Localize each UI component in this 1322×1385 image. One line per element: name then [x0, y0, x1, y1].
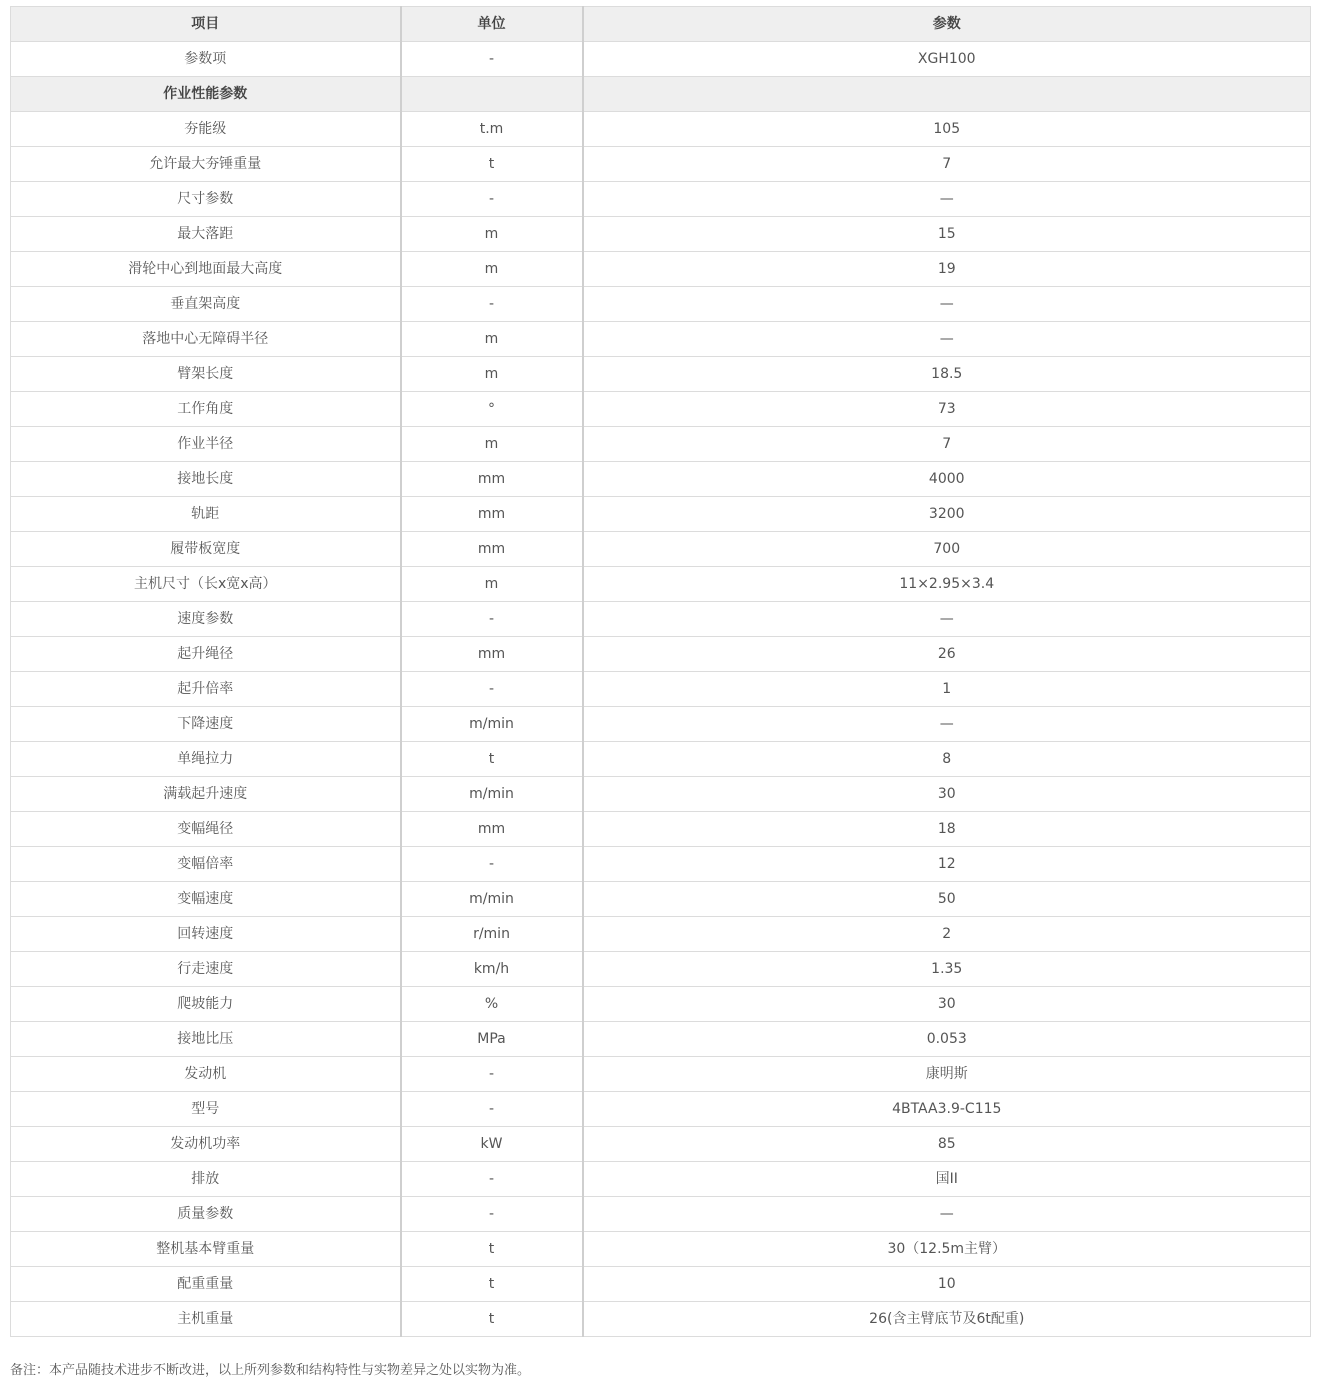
row-item-cell: 爬坡能力: [11, 987, 401, 1022]
table-row: [11, 182, 1311, 217]
table-row: [11, 532, 1311, 567]
row-item-cell: 接地比压: [11, 1022, 401, 1057]
row-unit-cell: mm: [401, 462, 583, 497]
row-item-cell: 臂架长度: [11, 357, 401, 392]
row-unit-cell: kW: [401, 1127, 583, 1162]
row-unit-cell: -: [401, 672, 583, 707]
row-unit-cell: -: [401, 182, 583, 217]
row-item-cell: 接地长度: [11, 462, 401, 497]
table-row: [11, 1197, 1311, 1232]
row-unit-cell: km/h: [401, 952, 583, 987]
spec-table: [10, 6, 1311, 1337]
row-unit-cell: -: [401, 1092, 583, 1127]
row-value-cell: 3200: [583, 497, 1311, 532]
row-value-cell: 105: [583, 112, 1311, 147]
table-row: [11, 1092, 1311, 1127]
row-item-cell: 夯能级: [11, 112, 401, 147]
row-item-cell: 速度参数: [11, 602, 401, 637]
row-value-cell: —: [583, 182, 1311, 217]
row-unit-cell: -: [401, 1197, 583, 1232]
row-value-cell: 73: [583, 392, 1311, 427]
row-value-cell: —: [583, 707, 1311, 742]
row-item-cell: 作业半径: [11, 427, 401, 462]
row-value-cell: 10: [583, 1267, 1311, 1302]
row-value-cell: —: [583, 287, 1311, 322]
row-unit-cell: -: [401, 287, 583, 322]
row-item-cell: 变幅速度: [11, 882, 401, 917]
row-value-cell: 8: [583, 742, 1311, 777]
row-value-cell: 50: [583, 882, 1311, 917]
row-value-cell: 4000: [583, 462, 1311, 497]
row-item-cell: 行走速度: [11, 952, 401, 987]
row-unit-cell: mm: [401, 812, 583, 847]
row-unit-cell: m: [401, 217, 583, 252]
row-item-cell: 垂直架高度: [11, 287, 401, 322]
row-item-cell: 主机尺寸（长x宽x高）: [11, 567, 401, 602]
row-value-cell: 30: [583, 777, 1311, 812]
row-item-cell: 滑轮中心到地面最大高度: [11, 252, 401, 287]
row-item-cell: 变幅倍率: [11, 847, 401, 882]
row-item-cell: 发动机: [11, 1057, 401, 1092]
row-value-cell: 7: [583, 427, 1311, 462]
row-value-cell: —: [583, 602, 1311, 637]
row-unit-cell: mm: [401, 637, 583, 672]
row-value-cell: 国II: [583, 1162, 1311, 1197]
row-value-cell: 18: [583, 812, 1311, 847]
row-unit-cell: m: [401, 322, 583, 357]
table-row: [11, 287, 1311, 322]
row-item-cell: 轨距: [11, 497, 401, 532]
table-row: [11, 1162, 1311, 1197]
row-value-cell: [583, 77, 1311, 112]
row-unit-cell: m/min: [401, 882, 583, 917]
row-item-cell: 参数项: [11, 42, 401, 77]
row-item-cell: 主机重量: [11, 1302, 401, 1337]
row-item-cell: 履带板宽度: [11, 532, 401, 567]
table-row: [11, 427, 1311, 462]
row-item-cell: 工作角度: [11, 392, 401, 427]
row-value-cell: 康明斯: [583, 1057, 1311, 1092]
row-value-cell: 26: [583, 637, 1311, 672]
row-value-cell: 7: [583, 147, 1311, 182]
row-item-cell: 最大落距: [11, 217, 401, 252]
row-item-cell: 配重重量: [11, 1267, 401, 1302]
table-row: [11, 637, 1311, 672]
row-item-cell: 作业性能参数: [11, 77, 401, 112]
row-unit-cell: m: [401, 252, 583, 287]
row-item-cell: 整机基本臂重量: [11, 1232, 401, 1267]
table-row: [11, 1302, 1311, 1337]
row-unit-cell: t: [401, 742, 583, 777]
row-unit-cell: m/min: [401, 707, 583, 742]
row-unit-cell: m/min: [401, 777, 583, 812]
row-unit-cell: t.m: [401, 112, 583, 147]
table-row: [11, 707, 1311, 742]
row-value-cell: 1: [583, 672, 1311, 707]
table-row: [11, 462, 1311, 497]
header-value: 参数: [583, 7, 1311, 42]
header-unit: 单位: [401, 7, 583, 42]
row-value-cell: 700: [583, 532, 1311, 567]
row-unit-cell: -: [401, 602, 583, 637]
row-unit-cell: [401, 77, 583, 112]
row-value-cell: 4BTAA3.9-C115: [583, 1092, 1311, 1127]
table-row: [11, 882, 1311, 917]
table-row: [11, 497, 1311, 532]
table-row: [11, 777, 1311, 812]
table-row: [11, 1232, 1311, 1267]
table-row: [11, 112, 1311, 147]
table-row: [11, 147, 1311, 182]
row-item-cell: 变幅绳径: [11, 812, 401, 847]
row-item-cell: 下降速度: [11, 707, 401, 742]
table-row: [11, 252, 1311, 287]
row-item-cell: 回转速度: [11, 917, 401, 952]
header-item: 项目: [11, 7, 401, 42]
row-unit-cell: -: [401, 1162, 583, 1197]
row-unit-cell: m: [401, 427, 583, 462]
table-row: [11, 847, 1311, 882]
table-row: [11, 987, 1311, 1022]
row-value-cell: 30: [583, 987, 1311, 1022]
row-item-cell: 单绳拉力: [11, 742, 401, 777]
table-row: [11, 42, 1311, 77]
table-row: [11, 1267, 1311, 1302]
row-unit-cell: mm: [401, 497, 583, 532]
row-item-cell: 质量参数: [11, 1197, 401, 1232]
row-item-cell: 尺寸参数: [11, 182, 401, 217]
table-header-row: [11, 7, 1311, 42]
section-row: [11, 77, 1311, 112]
table-row: [11, 742, 1311, 777]
row-item-cell: 满载起升速度: [11, 777, 401, 812]
row-unit-cell: t: [401, 1302, 583, 1337]
table-row: [11, 357, 1311, 392]
row-value-cell: 0.053: [583, 1022, 1311, 1057]
row-unit-cell: -: [401, 1057, 583, 1092]
table-row: [11, 322, 1311, 357]
row-unit-cell: t: [401, 1267, 583, 1302]
table-row: [11, 217, 1311, 252]
table-row: [11, 567, 1311, 602]
row-unit-cell: -: [401, 42, 583, 77]
row-value-cell: XGH100: [583, 42, 1311, 77]
row-item-cell: 允许最大夯锤重量: [11, 147, 401, 182]
row-item-cell: 发动机功率: [11, 1127, 401, 1162]
table-row: [11, 672, 1311, 707]
row-item-cell: 型号: [11, 1092, 401, 1127]
table-row: [11, 602, 1311, 637]
row-unit-cell: mm: [401, 532, 583, 567]
row-unit-cell: MPa: [401, 1022, 583, 1057]
row-item-cell: 落地中心无障碍半径: [11, 322, 401, 357]
row-unit-cell: t: [401, 147, 583, 182]
row-value-cell: 15: [583, 217, 1311, 252]
table-row: [11, 952, 1311, 987]
row-value-cell: 30（12.5m主臂）: [583, 1232, 1311, 1267]
row-value-cell: —: [583, 1197, 1311, 1232]
row-unit-cell: %: [401, 987, 583, 1022]
row-unit-cell: m: [401, 567, 583, 602]
row-unit-cell: °: [401, 392, 583, 427]
row-value-cell: 26(含主臂底节及6t配重): [583, 1302, 1311, 1337]
table-row: [11, 812, 1311, 847]
row-value-cell: 19: [583, 252, 1311, 287]
row-value-cell: 18.5: [583, 357, 1311, 392]
table-row: [11, 1022, 1311, 1057]
table-row: [11, 392, 1311, 427]
row-value-cell: 11×2.95×3.4: [583, 567, 1311, 602]
row-unit-cell: t: [401, 1232, 583, 1267]
row-value-cell: —: [583, 322, 1311, 357]
row-item-cell: 起升倍率: [11, 672, 401, 707]
footnote: 备注：本产品随技术进步不断改进，以上所列参数和结构特性与实物差异之处以实物为准。: [10, 1363, 531, 1378]
row-item-cell: 起升绳径: [11, 637, 401, 672]
row-item-cell: 排放: [11, 1162, 401, 1197]
row-value-cell: 85: [583, 1127, 1311, 1162]
row-unit-cell: r/min: [401, 917, 583, 952]
table-body: [11, 42, 1311, 1337]
row-value-cell: 1.35: [583, 952, 1311, 987]
table-row: [11, 917, 1311, 952]
row-value-cell: 12: [583, 847, 1311, 882]
table-row: [11, 1057, 1311, 1092]
row-value-cell: 2: [583, 917, 1311, 952]
row-unit-cell: m: [401, 357, 583, 392]
row-unit-cell: -: [401, 847, 583, 882]
table-row: [11, 1127, 1311, 1162]
